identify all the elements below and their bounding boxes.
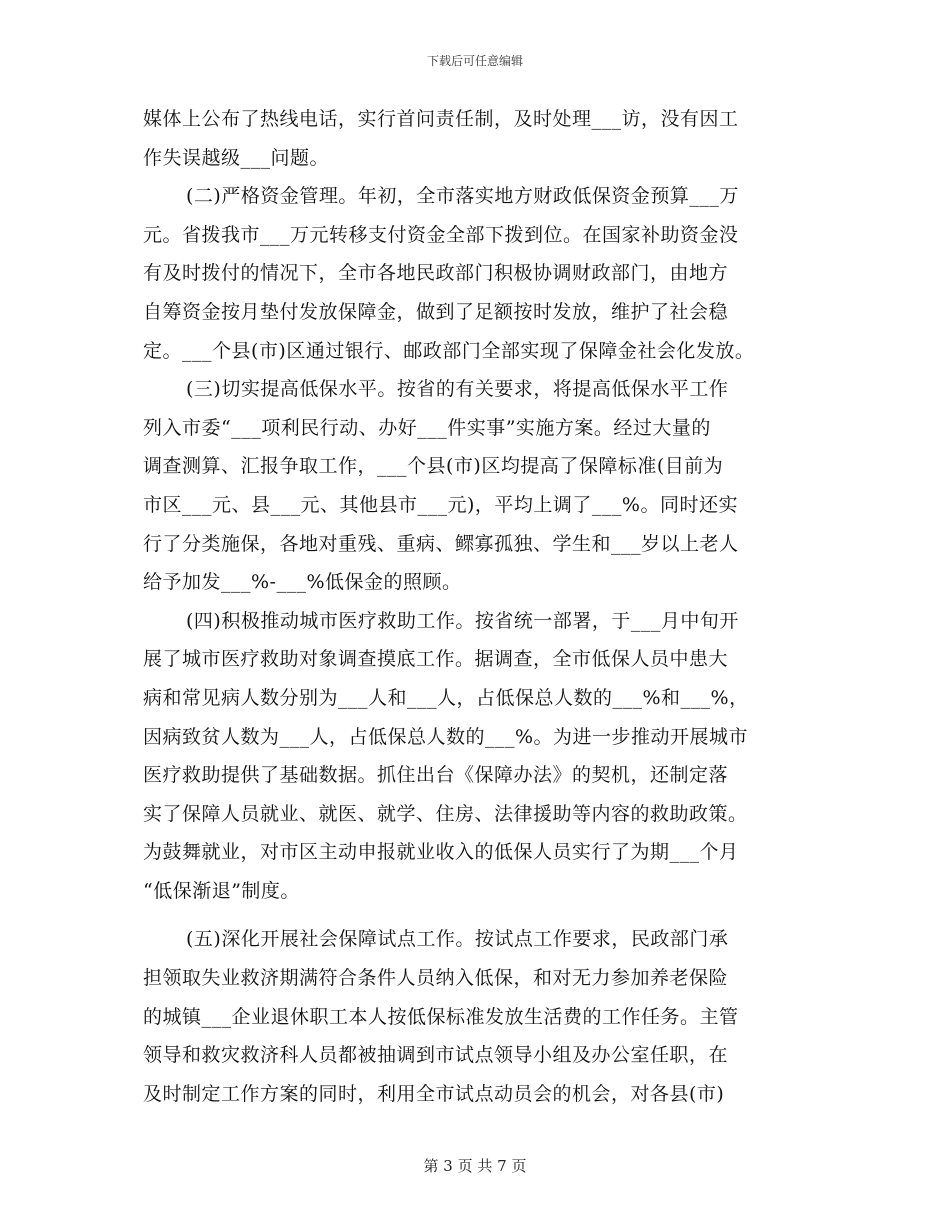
- text-line: 元。省拨我市___万元转移支付资金全部下拨到位。在国家补助资金没: [143, 223, 739, 246]
- section-heading-line: (二)严格资金管理。年初，全市落实地方财政低保资金预算___万: [186, 185, 739, 208]
- text-line: 领导和救灾救济科人员都被抽调到市试点领导小组及办公室任职，在: [143, 1044, 729, 1067]
- text-line: 有及时拨付的情况下，全市各地民政部门积极协调财政部门，由地方: [143, 262, 729, 285]
- text-line: 作失误越级___问题。: [143, 146, 330, 169]
- text-line: 行了分类施保，各地对重残、重病、鳏寡孤独、学生和___岁以上老人: [143, 532, 739, 555]
- text-line: 为鼓舞就业，对市区主动申报就业收入的低保人员实行了为期___个月: [143, 841, 739, 864]
- text-line: 定。___个县(市)区通过银行、邮政部门全部实现了保障金社会化发放。: [143, 339, 755, 362]
- text-line: 及时制定工作方案的同时，利用全市试点动员会的机会，对各县(市): [143, 1082, 725, 1105]
- text-line: 病和常见病人数分别为___人和___人，占低保总人数的___%和___%，: [143, 686, 749, 709]
- text-line: 市区___元、县___元、其他县市___元)，平均上调了___%。同时还实: [143, 493, 738, 516]
- paragraph-gap: [143, 910, 807, 920]
- document-body: [143, 100, 807, 1113]
- text-line: 担领取失业救济期满符合条件人员纳入低保，和对无力参加养老保险: [143, 967, 729, 990]
- section-heading-line: (五)深化开展社会保障试点工作。按试点工作要求，民政部门承: [186, 928, 729, 951]
- text-line: 医疗救助提供了基础数据。抓住出台《保障办法》的契机，还制定落: [143, 764, 729, 787]
- text-line: 实了保障人员就业、就医、就学、住房、法律援助等内容的救助政策。: [143, 802, 748, 825]
- text-line: 自筹资金按月垫付发放保障金，做到了足额按时发放，维护了社会稳: [143, 300, 729, 323]
- text-line: 列入市委“___项利民行动、办好___件实事”实施方案。经过大量的: [143, 416, 711, 439]
- section-heading-line: (四)积极推动城市医疗救助工作。按省统一部署，于___月中旬开: [186, 609, 739, 632]
- text-line: 媒体上公布了热线电话，实行首问责任制，及时处理___访，没有因工: [143, 108, 739, 130]
- text-line: 调查测算、汇报争取工作，___个县(市)区均提高了保障标准(目前为: [143, 455, 724, 478]
- section-heading-line: (三)切实提高低保水平。按省的有关要求，将提高低保水平工作: [186, 378, 729, 401]
- text-line: “低保渐退”制度。: [143, 879, 300, 902]
- text-line: 因病致贫人数为___人，占低保总人数的___%。为进一步推动开展城市: [143, 725, 749, 748]
- text-line: 展了城市医疗救助对象调查摸底工作。据调查，全市低保人员中患大: [143, 648, 729, 671]
- text-line: 的城镇___企业退休职工本人按低保标准发放生活费的工作任务。主管: [143, 1005, 739, 1028]
- page-number: 第 3 页 共 7 页: [423, 1157, 527, 1175]
- text-line: 给予加发___%-___%低保金的照顾。: [143, 571, 462, 594]
- page-header-note: 下载后可任意编辑: [426, 54, 523, 68]
